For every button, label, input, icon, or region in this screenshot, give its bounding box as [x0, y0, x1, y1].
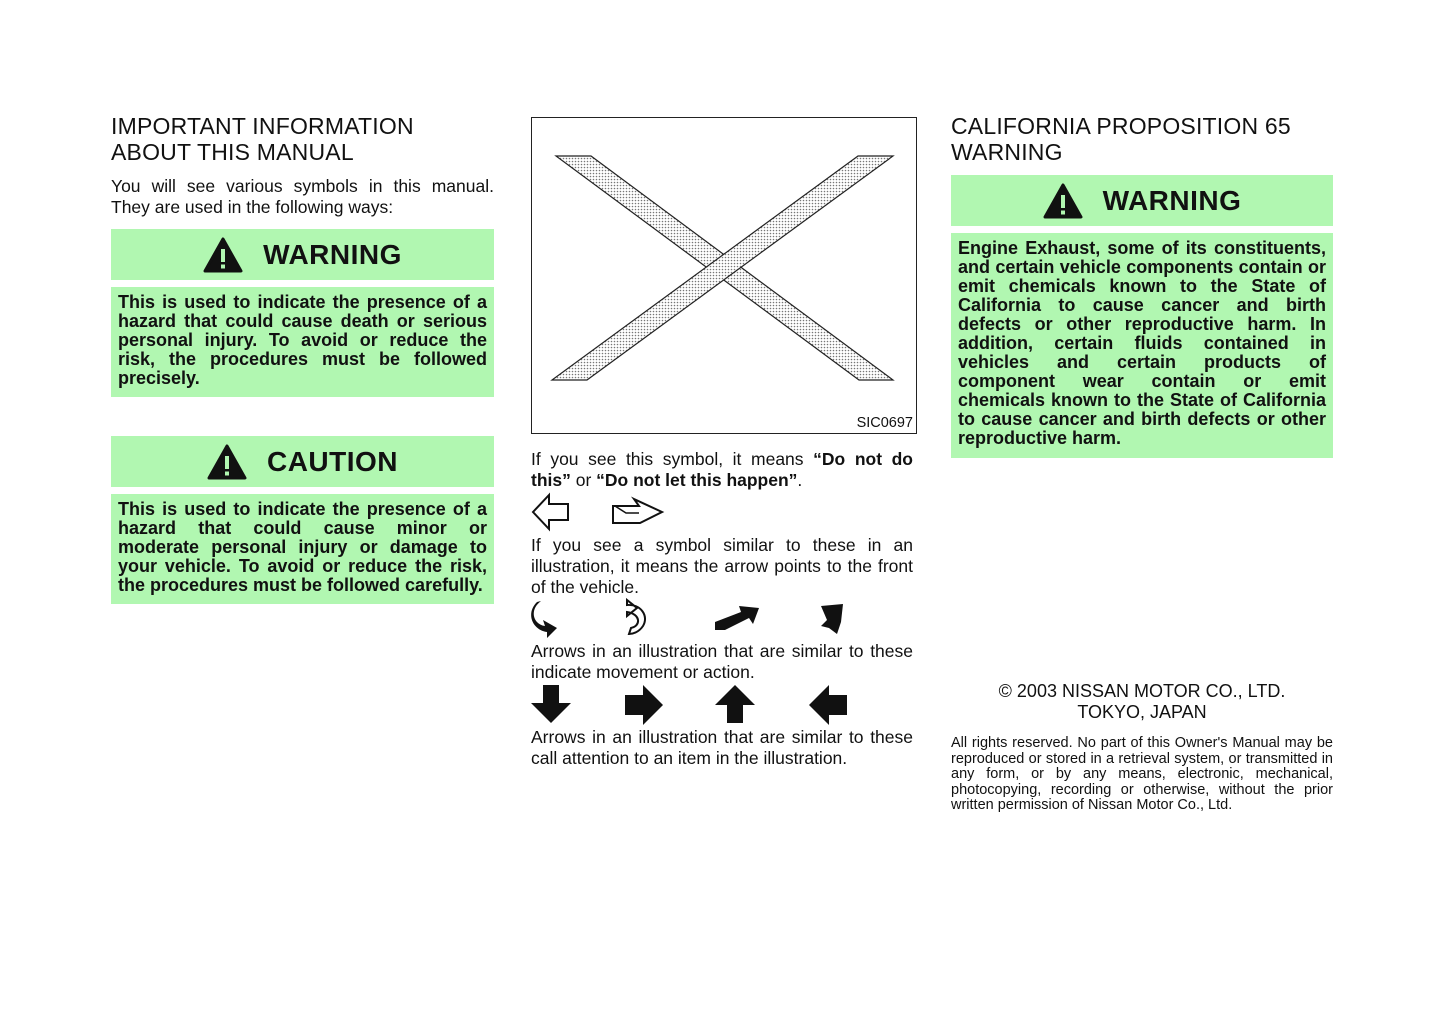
right-column: [951, 113, 1333, 458]
do-not-figure: [531, 117, 917, 434]
prop65-title: CALIFORNIA PROPOSITION 65 WARNING: [951, 113, 1291, 165]
warning-text-box: This is used to indicate the presence of a hazard that could cause death or serious personal injury. To avoid or reduce the risk, the procedures must be followed precisely.: [111, 287, 494, 397]
caution-label: CAUTION: [266, 445, 399, 477]
figure-caption: SIC0697: [856, 415, 913, 431]
copyright-block: [951, 681, 1333, 723]
section-title: IMPORTANT INFORMATION ABOUT THIS MANUAL: [111, 113, 414, 165]
rights-notice: All rights reserved. No part of this Owner's Manual may be reproduced or stored in a retrieval system, or transmitted in any form, or by any means, electronic, mechanical, photocopying, recording or otherwise, without the prior written permission of Nissan Motor Co., Ltd.: [951, 735, 1333, 814]
warning-triangle-icon: [1043, 183, 1083, 219]
do-not-description: If you see this symbol, it means “Do not do this” or “Do not let this happen”.: [531, 449, 913, 490]
intro-text: You will see various symbols in this manual. They are used in the following ways:: [111, 176, 494, 217]
prop65-warning-label: WARNING: [1102, 184, 1242, 216]
copyright-line: © 2003 NISSAN MOTOR CO., LTD.: [998, 681, 1286, 701]
do-not-x-icon: [532, 118, 915, 432]
warning-triangle-icon: [203, 237, 243, 273]
movement-arrow-description: Arrows in an illustration that are similar to these indicate movement or action.: [531, 641, 913, 682]
left-column: [111, 113, 494, 604]
warning-triangle-icon: [207, 444, 247, 480]
copyright-location: TOKYO, JAPAN: [1077, 702, 1207, 722]
front-arrow-icon: [531, 492, 671, 532]
attention-arrow-icon: [531, 683, 861, 727]
movement-arrow-icon: [531, 598, 861, 640]
prop65-warning-text: Engine Exhaust, some of its constituents, and certain vehicle components contain or emit chemicals known to the State of California to cause cancer and birth defects or other reproductive harm. In addition, certain fluids contained in vehicles and certain products of component wear contain or emit chemicals known to the State of California to cause cancer and birth defects or other reproductive harm.: [951, 233, 1333, 458]
front-arrow-description: If you see a symbol similar to these in an illustration, it means the arrow points to the front of the vehicle.: [531, 535, 913, 597]
attention-arrow-description: Arrows in an illustration that are similar to these call attention to an item in the illustration.: [531, 727, 913, 768]
caution-banner: [111, 436, 494, 487]
warning-label: WARNING: [263, 238, 402, 270]
prop65-warning-banner: [951, 175, 1333, 226]
warning-banner: [111, 229, 494, 280]
caution-text-box: This is used to indicate the presence of a hazard that could cause minor or moderate personal injury or damage to your vehicle. To avoid or reduce the risk, the procedures must be followed carefully.: [111, 494, 494, 604]
